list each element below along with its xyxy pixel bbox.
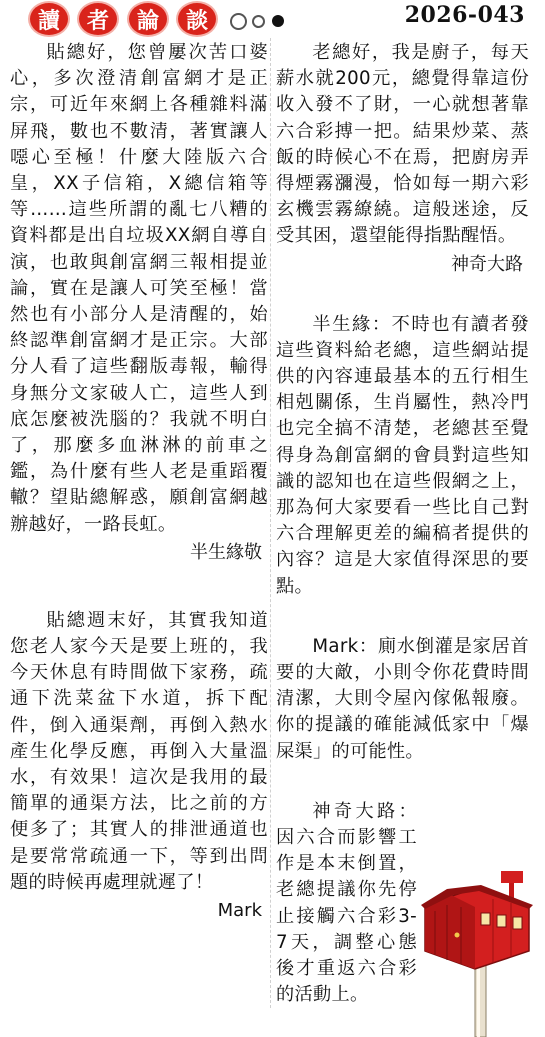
editor-reply-3-block (276, 799, 529, 1009)
title-badge-1: 讀 (30, 3, 68, 35)
editor-reply-3: 神奇大路：因六合而影響工作是本末倒置，老總提議你先停止接觸六合彩3-7天，調整心態後才重返六合彩的活動上。 (276, 800, 417, 1006)
red-mailbox-icon (417, 865, 535, 1037)
decor-circle-large (230, 13, 247, 30)
editor-reply-1: 半生緣：不時也有讀者發這些資料給老總，這些網站提供的內容連最基本的五行相生相剋關係，生肖屬性，熱冷門也完全搞不清楚，老總甚至覺得身為創富網的會員對這些知識的認知也在這些假網之上，那為何大家要看一些比自己對六合理解更差的編稿者提供的內容？這是大家值得深思的要點。 (276, 313, 529, 597)
column-divider (270, 38, 272, 1008)
reader-letter-2: 貼總週末好，其實我知道您老人家今天是要上班的，我今天休息有時間做下家務，疏通下洗菜盆下水道，拆下配件，倒入通渠劑，再倒入熱水產生化學反應，再倒入大量溫水，有效果！這次是我用的最簡單的通渠方法，比之前的方便多了；其實人的排泄通道也是要常常疏通一下，等到出問題的時候再處理就遲了！ (10, 609, 268, 893)
title-badge-3: 論 (129, 3, 167, 35)
letter-1-signature: 半生緣敬 (190, 541, 262, 563)
column-header (0, 0, 545, 38)
decor-dot-filled (272, 15, 284, 27)
title-badge-4: 談 (178, 3, 216, 35)
reader-letter-3: 老總好，我是廚子，每天薪水就200元，總覺得靠這份收入發不了財，一心就想著靠六合彩搏一把。結果炒菜、蒸飯的時候心不在焉，把廚房弄得煙霧瀰漫，恰如每一期六彩玄機雲霧繚繞。這般迷途，反受其困，還望能得指點醒悟。 (276, 42, 529, 247)
title-badge-2: 者 (79, 3, 117, 35)
editor-reply-2: Mark：廁水倒灌是家居首要的大敵，小則令你花費時間清潔，大則令屋內傢俬報廢。你的提議的確能減低家中「爆屎渠」的可能性。 (276, 635, 529, 762)
letter-3-signature: 神奇大路 (451, 253, 523, 275)
left-column (10, 40, 268, 924)
letter-2-signature: Mark (217, 900, 262, 922)
reader-letter-1: 貼總好，您曾屢次苦口婆心，多次澄清創富網才是正宗，可近年來網上各種雜料滿屏飛，數也不數清，著實讓人噁心至極！什麼大陸版六合皇，XX子信箱，X總信箱等等……這些所謂的亂七八糟的資料都是出自垃圾XX網自導自演，也敢與創富網三報相提並論，實在是讓人可笑至極！當然也有小部分人是清醒的，始終認準創富網才是正宗。大部分人看了這些翻版毒報，輸得身無分文家破人亡，這些人到底怎麼被洗腦的？我就不明白了，那麼多血淋淋的前車之鑑，為什麼有些人老是重蹈覆轍？望貼總解惑，願創富網越辦越好，一路長虹。 (10, 42, 268, 535)
right-column (276, 40, 529, 1021)
decor-circle-small (252, 15, 265, 28)
issue-number: 2026-043 (404, 2, 525, 28)
